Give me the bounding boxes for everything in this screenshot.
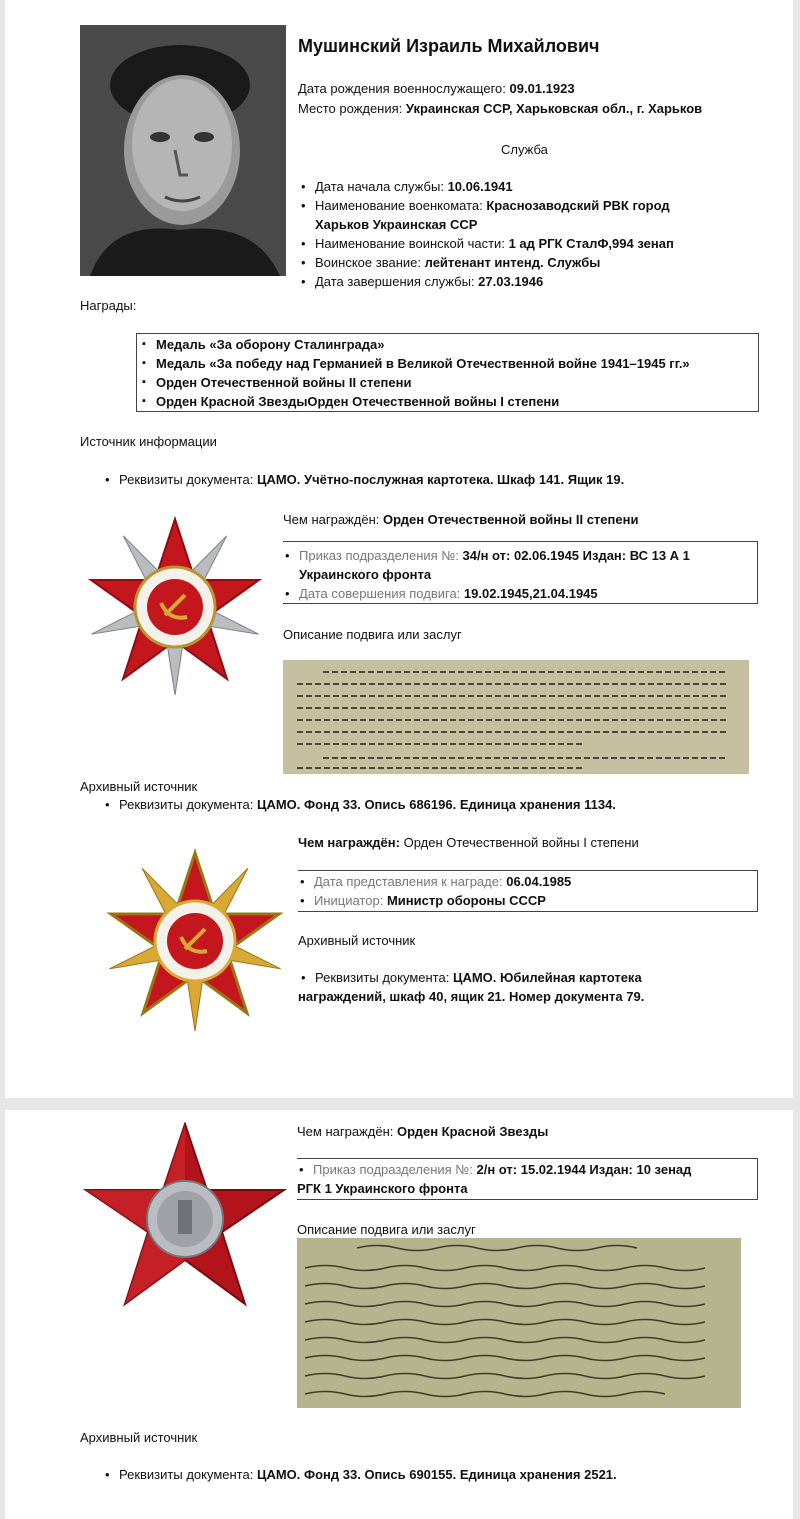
award3-details-box (297, 1158, 758, 1200)
source-list (105, 470, 785, 489)
person-name: Мушинский Израиль Михайлович (298, 36, 600, 56)
list-item: • Приказ подразделения №: 34/н от: 02.06.1945 Издан: ВС 13 А 1 Украинского фронта (285, 546, 757, 584)
list-item: • Дата представления к награде: 06.04.1985 (300, 872, 757, 891)
award3-desc-heading: Описание подвига или заслуг (297, 1222, 476, 1237)
award1-desc-heading: Описание подвига или заслуг (283, 627, 462, 642)
list-item: • Реквизиты документа: ЦАМО. Фонд 33. Опись 690155. Единица хранения 2521. (105, 1465, 785, 1484)
award2-archive-list (301, 968, 771, 987)
list-item: • Воинское звание: лейтенант интенд. Службы (301, 253, 771, 272)
list-item: ▪ Медаль «За оборону Сталинграда» (142, 335, 758, 354)
service-heading: Служба (501, 142, 548, 157)
portrait-photo (80, 25, 286, 276)
list-item: • Реквизиты документа: ЦАМО. Учётно-послужная картотека. Шкаф 141. Ящик 19. (105, 470, 785, 489)
award1-typed-document-image (283, 660, 749, 774)
award1-details-box (283, 541, 758, 604)
list-item: • Наименование военкомата: Краснозаводский РВК город Харьков Украинская ССР (301, 196, 771, 234)
portrait-icon (80, 25, 286, 276)
service-list (301, 177, 771, 291)
award2-details-box (298, 870, 758, 912)
medal-patriotic-war-2 (83, 510, 267, 706)
award1-archive-list (105, 795, 785, 814)
medal-patriotic-war-1 (103, 843, 287, 1039)
list-item: • Дата начала службы: 10.06.1941 (301, 177, 771, 196)
award1-archive-heading: Архивный источник (80, 779, 198, 794)
award2-archive-line2: награждений, шкаф 40, ящик 21. Номер документа 79. (298, 989, 645, 1004)
award2-awarded-row: Чем награждён: Орден Отечественной войны I степени (298, 835, 639, 850)
handwritten-document-icon (297, 1238, 741, 1408)
list-item: • Наименование воинской части: 1 ад РГК СталФ,994 зенап (301, 234, 771, 253)
list-item: • Инициатор: Министр обороны СССР (300, 891, 757, 910)
list-item: ▪ Орден Красной ЗвездыОрден Отечественной войны I степени (142, 392, 758, 411)
awards-list (137, 334, 758, 411)
medal-red-star (80, 1122, 290, 1312)
list-item: • Реквизиты документа: ЦАМО. Юбилейная картотека (301, 968, 771, 987)
birth-date-row: Дата рождения военнослужащего: 09.01.1923 (298, 81, 575, 96)
list-item: ▪ Медаль «За победу над Германией в Великой Отечественной войне 1941–1945 гг.» (142, 354, 758, 373)
award3-archive-list (105, 1465, 785, 1484)
source-heading: Источник информации (80, 434, 217, 449)
document-page-2 (5, 1110, 793, 1519)
order-patriotic-war-2nd-class-icon (83, 510, 267, 706)
awards-heading: Награды: (80, 298, 137, 313)
list-item: ▪ Орден Отечественной войны II степени (142, 373, 758, 392)
list-item: • Реквизиты документа: ЦАМО. Фонд 33. Опись 686196. Единица хранения 1134. (105, 795, 785, 814)
typed-document-icon (283, 660, 749, 774)
order-patriotic-war-1st-class-icon (103, 843, 287, 1039)
award3-awarded-row: Чем награждён: Орден Красной Звезды (297, 1124, 549, 1139)
awards-box (136, 333, 759, 412)
award2-archive-heading: Архивный источник (298, 933, 416, 948)
list-item: • Дата совершения подвига: 19.02.1945,21.04.1945 (285, 584, 757, 603)
award3-handwritten-document-image (297, 1238, 741, 1408)
document-page-1 (5, 0, 793, 1098)
birth-place-row: Место рождения: Украинская ССР, Харьковская обл., г. Харьков (298, 101, 703, 116)
award3-archive-heading: Архивный источник (80, 1430, 198, 1445)
award1-awarded-row: Чем награждён: Орден Отечественной войны II степени (283, 512, 639, 527)
order-red-star-icon (80, 1122, 290, 1312)
list-item: • Приказ подразделения №: 2/н от: 15.02.1944 Издан: 10 зенад (299, 1160, 757, 1179)
list-item: • Дата завершения службы: 27.03.1946 (301, 272, 771, 291)
award3-order-line2: РГК 1 Украинского фронта (297, 1181, 468, 1196)
